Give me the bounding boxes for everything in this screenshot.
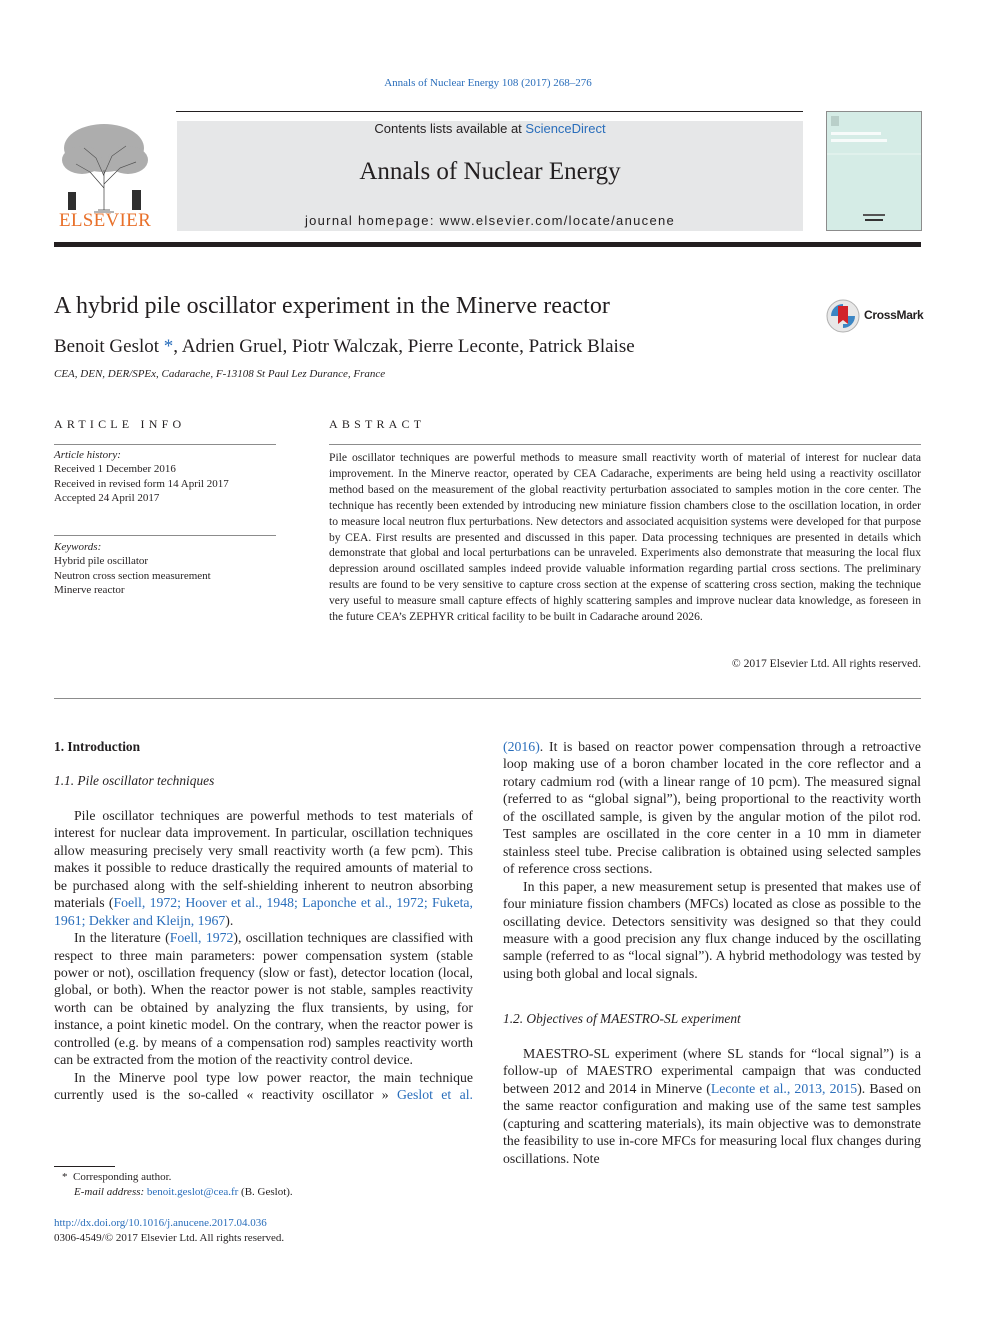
paragraph-text: ). Based on the same reactor configuration and making use of the same test samples (capturing and scattering materials), its main objective was to demonstrate the feasibility to use in-core MFCs for measuring local flux changes during oscillations. Note xyxy=(503,1080,921,1166)
cover-image-icon xyxy=(827,112,921,230)
corresponding-author-mark[interactable]: * xyxy=(159,336,174,357)
paragraph-text: In this paper, a new measurement setup is presented that makes use of four miniature fission chambers (MFCs) located as close as possible to the oscillating device. Detectors sensitivity was designed so that they could measure with a good precision any flux change induced by the oscillating sample (referred to as “local signal”). A hybrid methodology was tested by using both global and local signals. xyxy=(503,878,921,981)
subsection-heading: 1.1. Pile oscillator techniques xyxy=(54,773,215,789)
footnote-corresponding: Corresponding author. xyxy=(73,1171,172,1183)
journal-cover-thumbnail[interactable] xyxy=(826,111,922,231)
keywords-rule xyxy=(54,535,276,536)
reference-link[interactable]: (2016) xyxy=(503,739,540,754)
keyword-item: Neutron cross section measurement xyxy=(54,569,211,582)
paragraph xyxy=(54,807,473,929)
email-owner: (B. Geslot). xyxy=(238,1186,293,1198)
sciencedirect-link[interactable]: ScienceDirect xyxy=(525,121,606,136)
elsevier-wordmark: ELSEVIER xyxy=(58,210,152,231)
history-label: Article history: xyxy=(54,449,121,461)
accepted-date: Accepted 24 April 2017 xyxy=(54,491,160,504)
paragraph xyxy=(54,929,473,1069)
header-top-rule xyxy=(176,111,803,112)
homepage-line xyxy=(177,213,803,228)
keywords-block xyxy=(54,540,276,597)
revised-date: Received in revised form 14 April 2017 xyxy=(54,477,229,490)
authors-rest: , Adrien Gruel, Piotr Walczak, Pierre Leconte, Patrick Blaise xyxy=(173,336,635,357)
reference-link[interactable]: Foell, 1972; Hoover et al., 1948; Laponche et al., 1972; Fuketa, 1961; Dekker and Kleijn, 1967 xyxy=(54,895,473,928)
section-heading: 1. Introduction xyxy=(54,739,141,754)
elsevier-tree-icon xyxy=(54,118,156,213)
journal-header-box xyxy=(177,121,803,231)
paragraph xyxy=(503,738,921,878)
paragraph-text: ), oscillation techniques are classified with respect to three main parameters: power compensation system (stable power or not), oscillation frequency (slow or fast), detector location (local, global, or both). When the reactor power is not stable, samples reactivity worth can be obtained by analyzing the flux transients, by using, for instance, a point kinetic model. On the contrary, when the reactor power is controlled (e.g. by means of a compensation rod) samples reactivity worth can be extracted from the motion of the reactivity control device. xyxy=(54,930,473,1068)
left-body-column xyxy=(54,738,473,1104)
paragraph xyxy=(503,878,921,983)
paragraph-text: ). xyxy=(225,912,234,928)
reference-link[interactable]: Leconte et al., 2013, 2015 xyxy=(710,1080,858,1096)
journal-title: Annals of Nuclear Energy xyxy=(359,158,621,185)
contents-line xyxy=(177,121,803,136)
reference-link[interactable]: Geslot et al. xyxy=(396,1087,473,1103)
journal-citation[interactable]: Annals of Nuclear Energy 108 (2017) 268–276 xyxy=(384,77,592,89)
footnote-rule xyxy=(54,1166,115,1167)
header-thick-rule xyxy=(54,242,921,247)
doi-block xyxy=(54,1216,284,1246)
paragraph-text: Pile oscillator techniques are powerful methods to test materials of interest for nuclear data improvement. In particular, oscillation techniques allow measuring precisely very small reactivity worth (a few pcm). This makes it possible to reduce drastically the required amounts of material to be purchased along with the self-shielding inherent to neutron absorbing materials ( xyxy=(54,807,473,911)
paragraph xyxy=(503,1045,921,1167)
reference-link[interactable]: Foell, 1972 xyxy=(169,930,234,946)
paragraph-text: MAESTRO-SL experiment (where SL stands for “local signal”) is a follow-up of MAESTRO experimental campaign that was conducted between 2012 and 2014 in Minerve ( xyxy=(503,1045,921,1096)
keyword-item: Minerve reactor xyxy=(54,583,125,596)
subsection-heading: 1.2. Objectives of MAESTRO-SL experiment xyxy=(503,1011,741,1027)
contents-prefix: Contents lists available at xyxy=(374,121,526,136)
paper-title: A hybrid pile oscillator experiment in the Minerve reactor xyxy=(54,293,610,319)
abstract-rule xyxy=(329,444,921,445)
doi-link[interactable]: http://dx.doi.org/10.1016/j.anucene.2017.04.036 xyxy=(54,1217,267,1229)
article-info-rule xyxy=(54,444,276,445)
keyword-item: Hybrid pile oscillator xyxy=(54,555,149,568)
paragraph-text: . It is based on reactor power compensation through a retroactive loop making use of a boron chamber located in the core reflector and a rotary cadmium rod (with a linear range of 10 pcm). The measured signal (referred to as “global signal”), being proportional to the reactivity worth of the oscillated sample, is given by the angular motion of the pilot rod. Test samples are oscillated in the core center in a 10 mm in diameter stainless steel tube. Precise calibration is obtained using selected samples of reference cross sections. xyxy=(503,739,921,877)
right-body-column xyxy=(503,738,921,1167)
paragraph xyxy=(54,1069,473,1104)
crossmark-icon xyxy=(826,298,860,334)
abstract-bottom-rule xyxy=(54,698,921,699)
affiliation: CEA, DEN, DER/SPEx, Cadarache, F-13108 St Paul Lez Durance, France xyxy=(54,368,386,380)
author-list xyxy=(54,336,635,358)
abstract-text: Pile oscillator techniques are powerful methods to measure small reactivity worth of material of interest for nuclear data improvement. In the Minerve reactor, operated by CEA Cadarache, experiments are being held using a reactivity oscillator method based on the measurement of the global reactivity perturbation associated to samples motion in the core center. The technique has recently been extended by introducing new miniature fission chambers close to the oscillation location, in order to measure local neutron flux perturbations. New detectors and associated acquisition systems were developed for that purpose by CEA. First results are presented and discussed in this paper. Data processing techniques are presented in details which demonstrate that global and local perturbations can be unraveled. Experiments also demonstrate that measuring the local flux depression around oscillated samples indeed provide valuable information regarding partial cross sections. The preliminary results are found to be very sensitive to capture cross section at the expense of scattering cross section, making the technique very useful to measure small capture effects of highly scattering samples and improve nuclear data knowledge, as foreseen in the future CEA’s ZEPHYR critical facility to be built in Cadarache around 2026. xyxy=(329,451,921,624)
abstract-copyright: © 2017 Elsevier Ltd. All rights reserved. xyxy=(731,657,921,670)
email-link[interactable]: benoit.geslot@cea.fr xyxy=(146,1186,239,1198)
paragraph-text: In the Minerve pool type low power reactor, the main technique currently used is the so-called « reactivity oscillator » xyxy=(54,1069,473,1103)
corresponding-author-note xyxy=(62,1170,171,1185)
elsevier-logo xyxy=(54,118,156,232)
footnote-mark: * xyxy=(62,1171,68,1183)
paragraph-text: In the literature ( xyxy=(74,930,170,946)
article-info-heading: ARTICLE INFO xyxy=(54,417,186,431)
crossmark-badge[interactable] xyxy=(826,298,926,334)
homepage-url[interactable]: www.elsevier.com/locate/anucene xyxy=(439,213,676,228)
keywords-label: Keywords: xyxy=(54,541,102,553)
email-label: E-mail address: xyxy=(74,1186,145,1198)
homepage-prefix: journal homepage: xyxy=(304,213,440,228)
crossmark-label: CrossMark xyxy=(864,308,924,322)
issn-copyright: 0306-4549/© 2017 Elsevier Ltd. All rights reserved. xyxy=(54,1232,285,1244)
email-note xyxy=(74,1185,293,1200)
author-first: Benoit Geslot xyxy=(54,336,160,357)
received-date: Received 1 December 2016 xyxy=(54,463,176,476)
article-history xyxy=(54,448,276,505)
abstract-heading: ABSTRACT xyxy=(329,417,426,431)
